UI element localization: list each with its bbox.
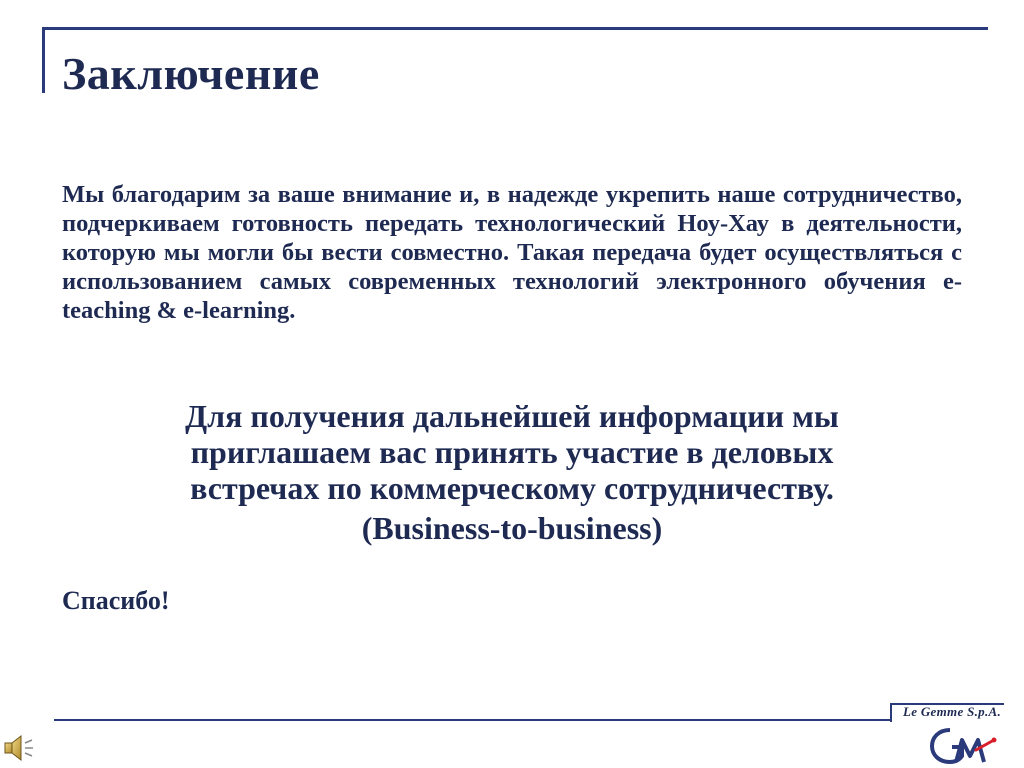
invitation-line: приглашаем вас принять участие в деловых [190,434,834,470]
slide-title: Заключение [62,48,320,99]
speaker-icon[interactable] [2,732,36,764]
b2b-label: (Business-to-business) [361,510,663,546]
invitation-line: Для получения дальнейшей информации мы [185,398,839,434]
left-rule [42,27,45,93]
le-gemme-logo [928,722,998,766]
invitation-line: встречах по коммерческому сотрудничеству. [190,470,834,506]
company-name: Le Gemme S.p.A. [903,704,1002,719]
top-rule [42,27,988,30]
thanks-text: Спасибо! [62,586,170,615]
footer-rule [54,719,890,721]
body-paragraph: Мы благодарим за ваше внимание и, в надежде укрепить наше сотрудничество, подчеркиваем готовность передать технологический Ноу-Хау в деятельности, которую мы могли бы вести совместно. Такая передача будет осуществляться с использованием самых современных технологий электронного обучения e-teaching & e-learning. [62,181,962,324]
invitation-text [62,398,962,506]
